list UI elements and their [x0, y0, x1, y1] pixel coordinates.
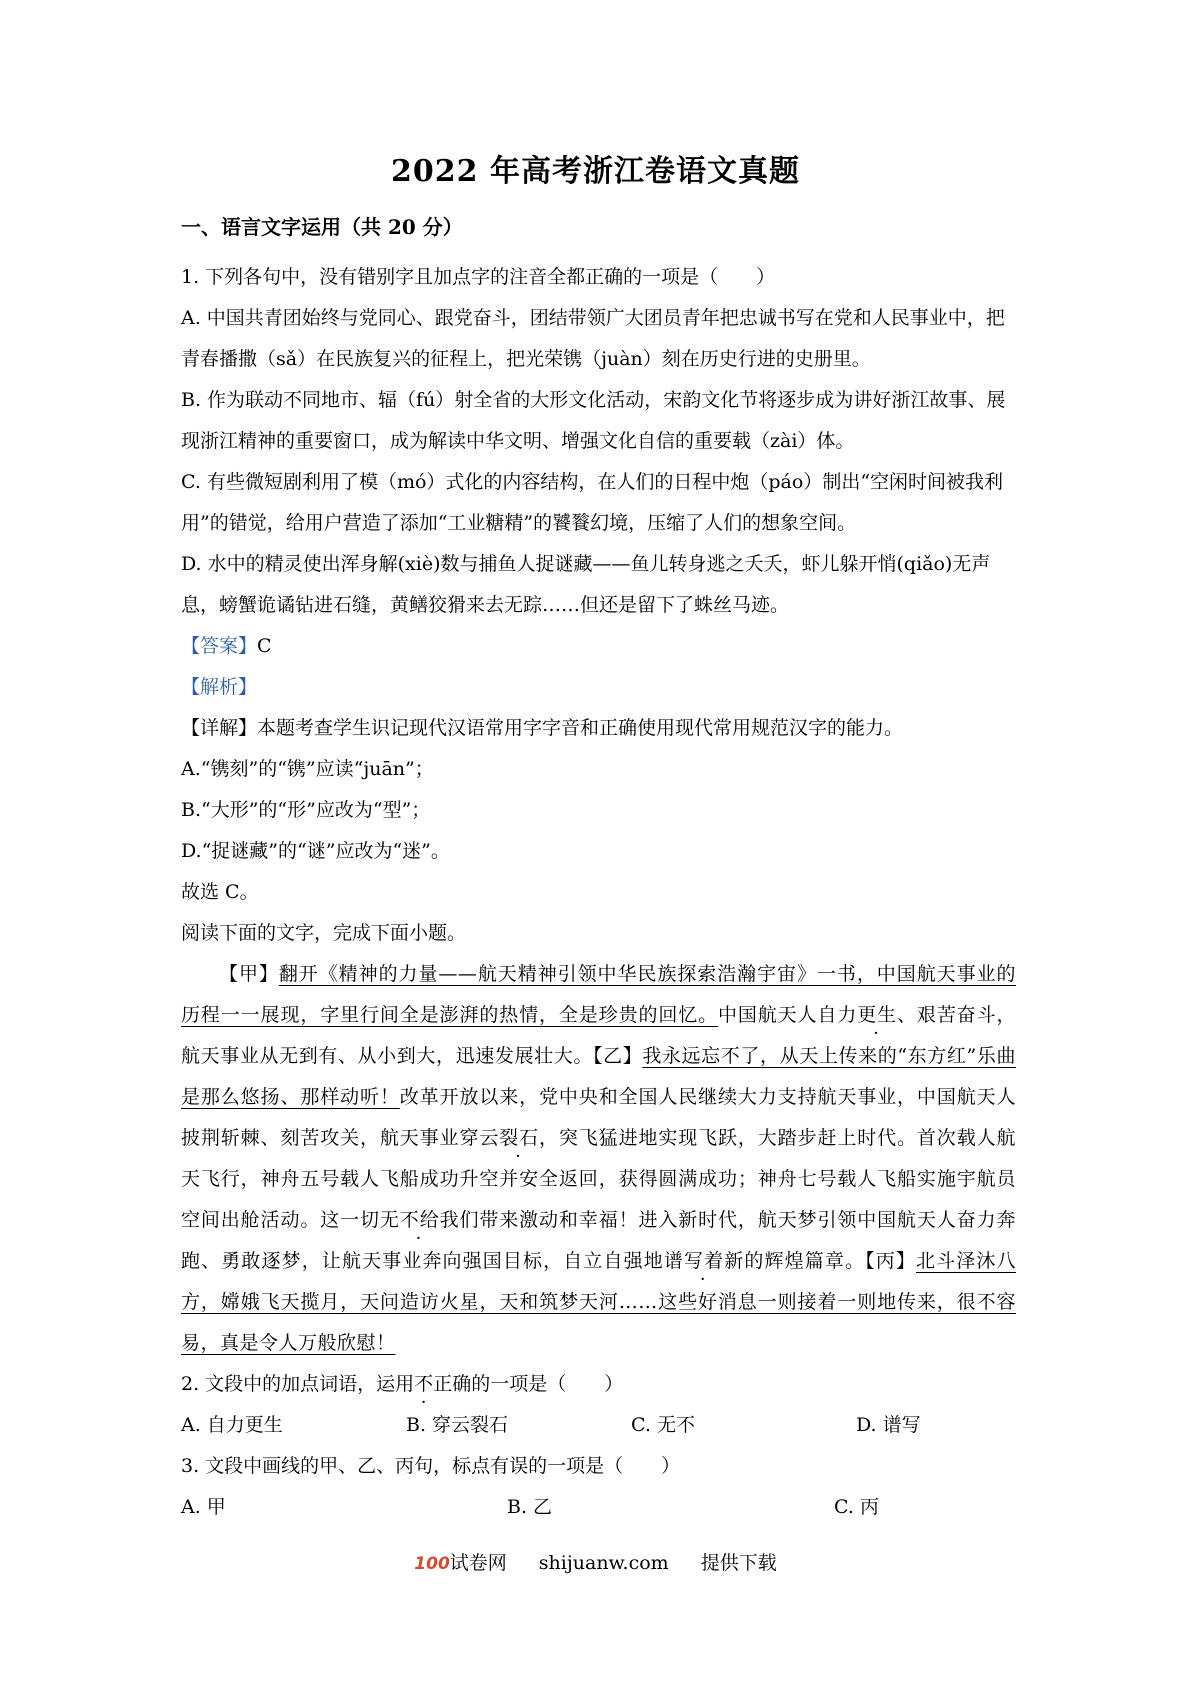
- passage-text-2c: 给我们带来激动和幸福！进入新时代，航天梦引领中国航天人奋力奔跑、勇敢逐梦，让航天事业奔向强国目标，自立自强地: [181, 1209, 1016, 1272]
- dotted-word-3: 无不: [379, 1209, 420, 1231]
- tag-yi: 【乙】: [592, 1045, 643, 1067]
- dotted-word-1: 自力更生: [817, 1004, 898, 1026]
- dotted-word-4: 谱写: [663, 1250, 705, 1272]
- passage-text-2a: 改革开放以来，党中央和全国人民继续大力支持航天事业，中国航天人披荆斩棘、刻苦攻关，航天事业: [181, 1086, 1016, 1149]
- question-1-option-c: C. 有些微短剧利用了模（mó）式化的内容结构，在人们的日程中炮（páo）制出“空闲时间被我利用”的错觉，给用户营造了添加“工业糖精”的饕餮幻境，压缩了人们的想象空间。: [181, 471, 1004, 534]
- answer-value: C: [257, 635, 272, 657]
- question-3-options: [181, 1487, 1016, 1528]
- site-url[interactable]: shijuanw.com: [538, 1552, 669, 1574]
- question-3-stem: 3. 文段中画线的甲、乙、丙句，标点有误的一项是（ ）: [181, 1455, 681, 1477]
- passage-text-1a: 中国航天人: [718, 1004, 818, 1026]
- reading-passage: [181, 954, 1016, 1364]
- passage-text-2b: ，突飞猛进地实现飞跃，大踏步赶上时代。首次载人航天飞行，神舟五号载人飞船成功升空并安全返回，获得圆满成功；神舟七号载人飞船实施宇航员空间出舱活动。这一切: [181, 1127, 1016, 1231]
- question-2-option-b: B. 穿云裂石: [406, 1414, 509, 1436]
- question-3-option-c: C. 丙: [834, 1496, 879, 1518]
- question-3-option-a: A. 甲: [181, 1496, 226, 1518]
- question-1-option-d: D. 水中的精灵使出浑身解(xiè)数与捕鱼人捉谜藏——鱼儿转身逃之夭夭，虾儿躲开悄(qiǎo)无声息，螃蟹诡谲钻进石缝，黄鳝狡猾来去无踪……但还是留下了蛛丝马迹。: [181, 553, 991, 616]
- question-2-option-d: D. 谱写: [856, 1414, 921, 1436]
- question-2-stem-a: 2. 文段中的加点词语，运用: [181, 1373, 415, 1395]
- site-logo: 100: [414, 1554, 450, 1574]
- detail-b: B.“大形”的“形”应改为“型”；: [181, 799, 431, 821]
- site-name: 试卷网: [449, 1552, 507, 1574]
- tag-bing: 【丙】: [865, 1250, 916, 1272]
- passage-text-1b: 、艰苦奋斗，航天事业从无到有、从小到大，迅速发展壮大。: [181, 1004, 1016, 1067]
- page-title: 2022 年高考浙江卷语文真题: [391, 154, 800, 189]
- download-note: 提供下载: [700, 1552, 777, 1574]
- analysis-label: 【解析】: [181, 676, 258, 698]
- document-body: [181, 257, 1016, 1528]
- answer-label: 【答案】: [181, 635, 258, 657]
- section-heading: 一、语言文字运用（共 20 分）: [181, 215, 463, 239]
- detail-conclusion: 故选 C。: [181, 881, 259, 903]
- sentence-jia: 翻开《精神的力量——航天精神引领中华民族探索浩瀚宇宙》一书，中国航天事业的历程一一展现，字里行间全是澎湃的热情，全是珍贵的回忆。: [181, 963, 1016, 1026]
- read-prompt: 阅读下面的文字，完成下面小题。: [181, 922, 467, 944]
- question-2-option-c: C. 无不: [631, 1414, 695, 1436]
- question-2-option-a: A. 自力更生: [181, 1414, 283, 1436]
- detail-a: A.“镌刻”的“镌”应读“juān”；: [181, 758, 434, 780]
- question-2-stem: [181, 1364, 1016, 1405]
- question-1-stem: 1. 下列各句中，没有错别字且加点字的注音全都正确的一项是（ ）: [181, 266, 776, 288]
- question-2-options: [181, 1405, 1016, 1446]
- answer-line: [181, 626, 1016, 667]
- question-2-stem-b: 正确的一项是（ ）: [433, 1373, 624, 1395]
- sentence-bing: 北斗泽沐八方，嫦娥飞天揽月，天问造访火星，天和筑梦天河……这些好消息一则接着一则地传来，很不容易，真是令人万般欣慰！: [181, 1250, 1016, 1354]
- page-footer: [0, 1548, 1191, 1575]
- question-1-option-a: A. 中国共青团始终与党同心、跟党奋斗，团结带领广大团员青年把忠诚书写在党和人民事业中，把青春播撒（sǎ）在民族复兴的征程上，把光荣镌（juàn）刻在历史行进的史册里。: [181, 307, 1005, 370]
- question-1-option-b: B. 作为联动不同地市、辐（fú）射全省的大形文化活动，宋韵文化节将逐步成为讲好浙江故事、展现浙江精神的重要窗口，成为解读中华文明、增强文化自信的重要载（zài）体。: [181, 389, 1006, 452]
- question-2-emphasis: 不: [414, 1373, 434, 1395]
- tag-jia: 【甲】: [219, 963, 279, 985]
- detail-d: D.“捉谜藏”的“谜”应改为“迷”。: [181, 840, 450, 862]
- passage-text-2d: 着新的辉煌篇章。: [704, 1250, 866, 1272]
- dotted-word-2: 穿云裂石: [459, 1127, 540, 1149]
- detail-intro: 【详解】本题考查学生识记现代汉语常用字字音和正确使用现代常用规范汉字的能力。: [181, 717, 904, 739]
- question-3-option-b: B. 乙: [507, 1496, 553, 1518]
- sentence-yi: 我永远忘不了，从天上传来的“东方红”乐曲是那么悠扬、那样动听！: [181, 1045, 1016, 1108]
